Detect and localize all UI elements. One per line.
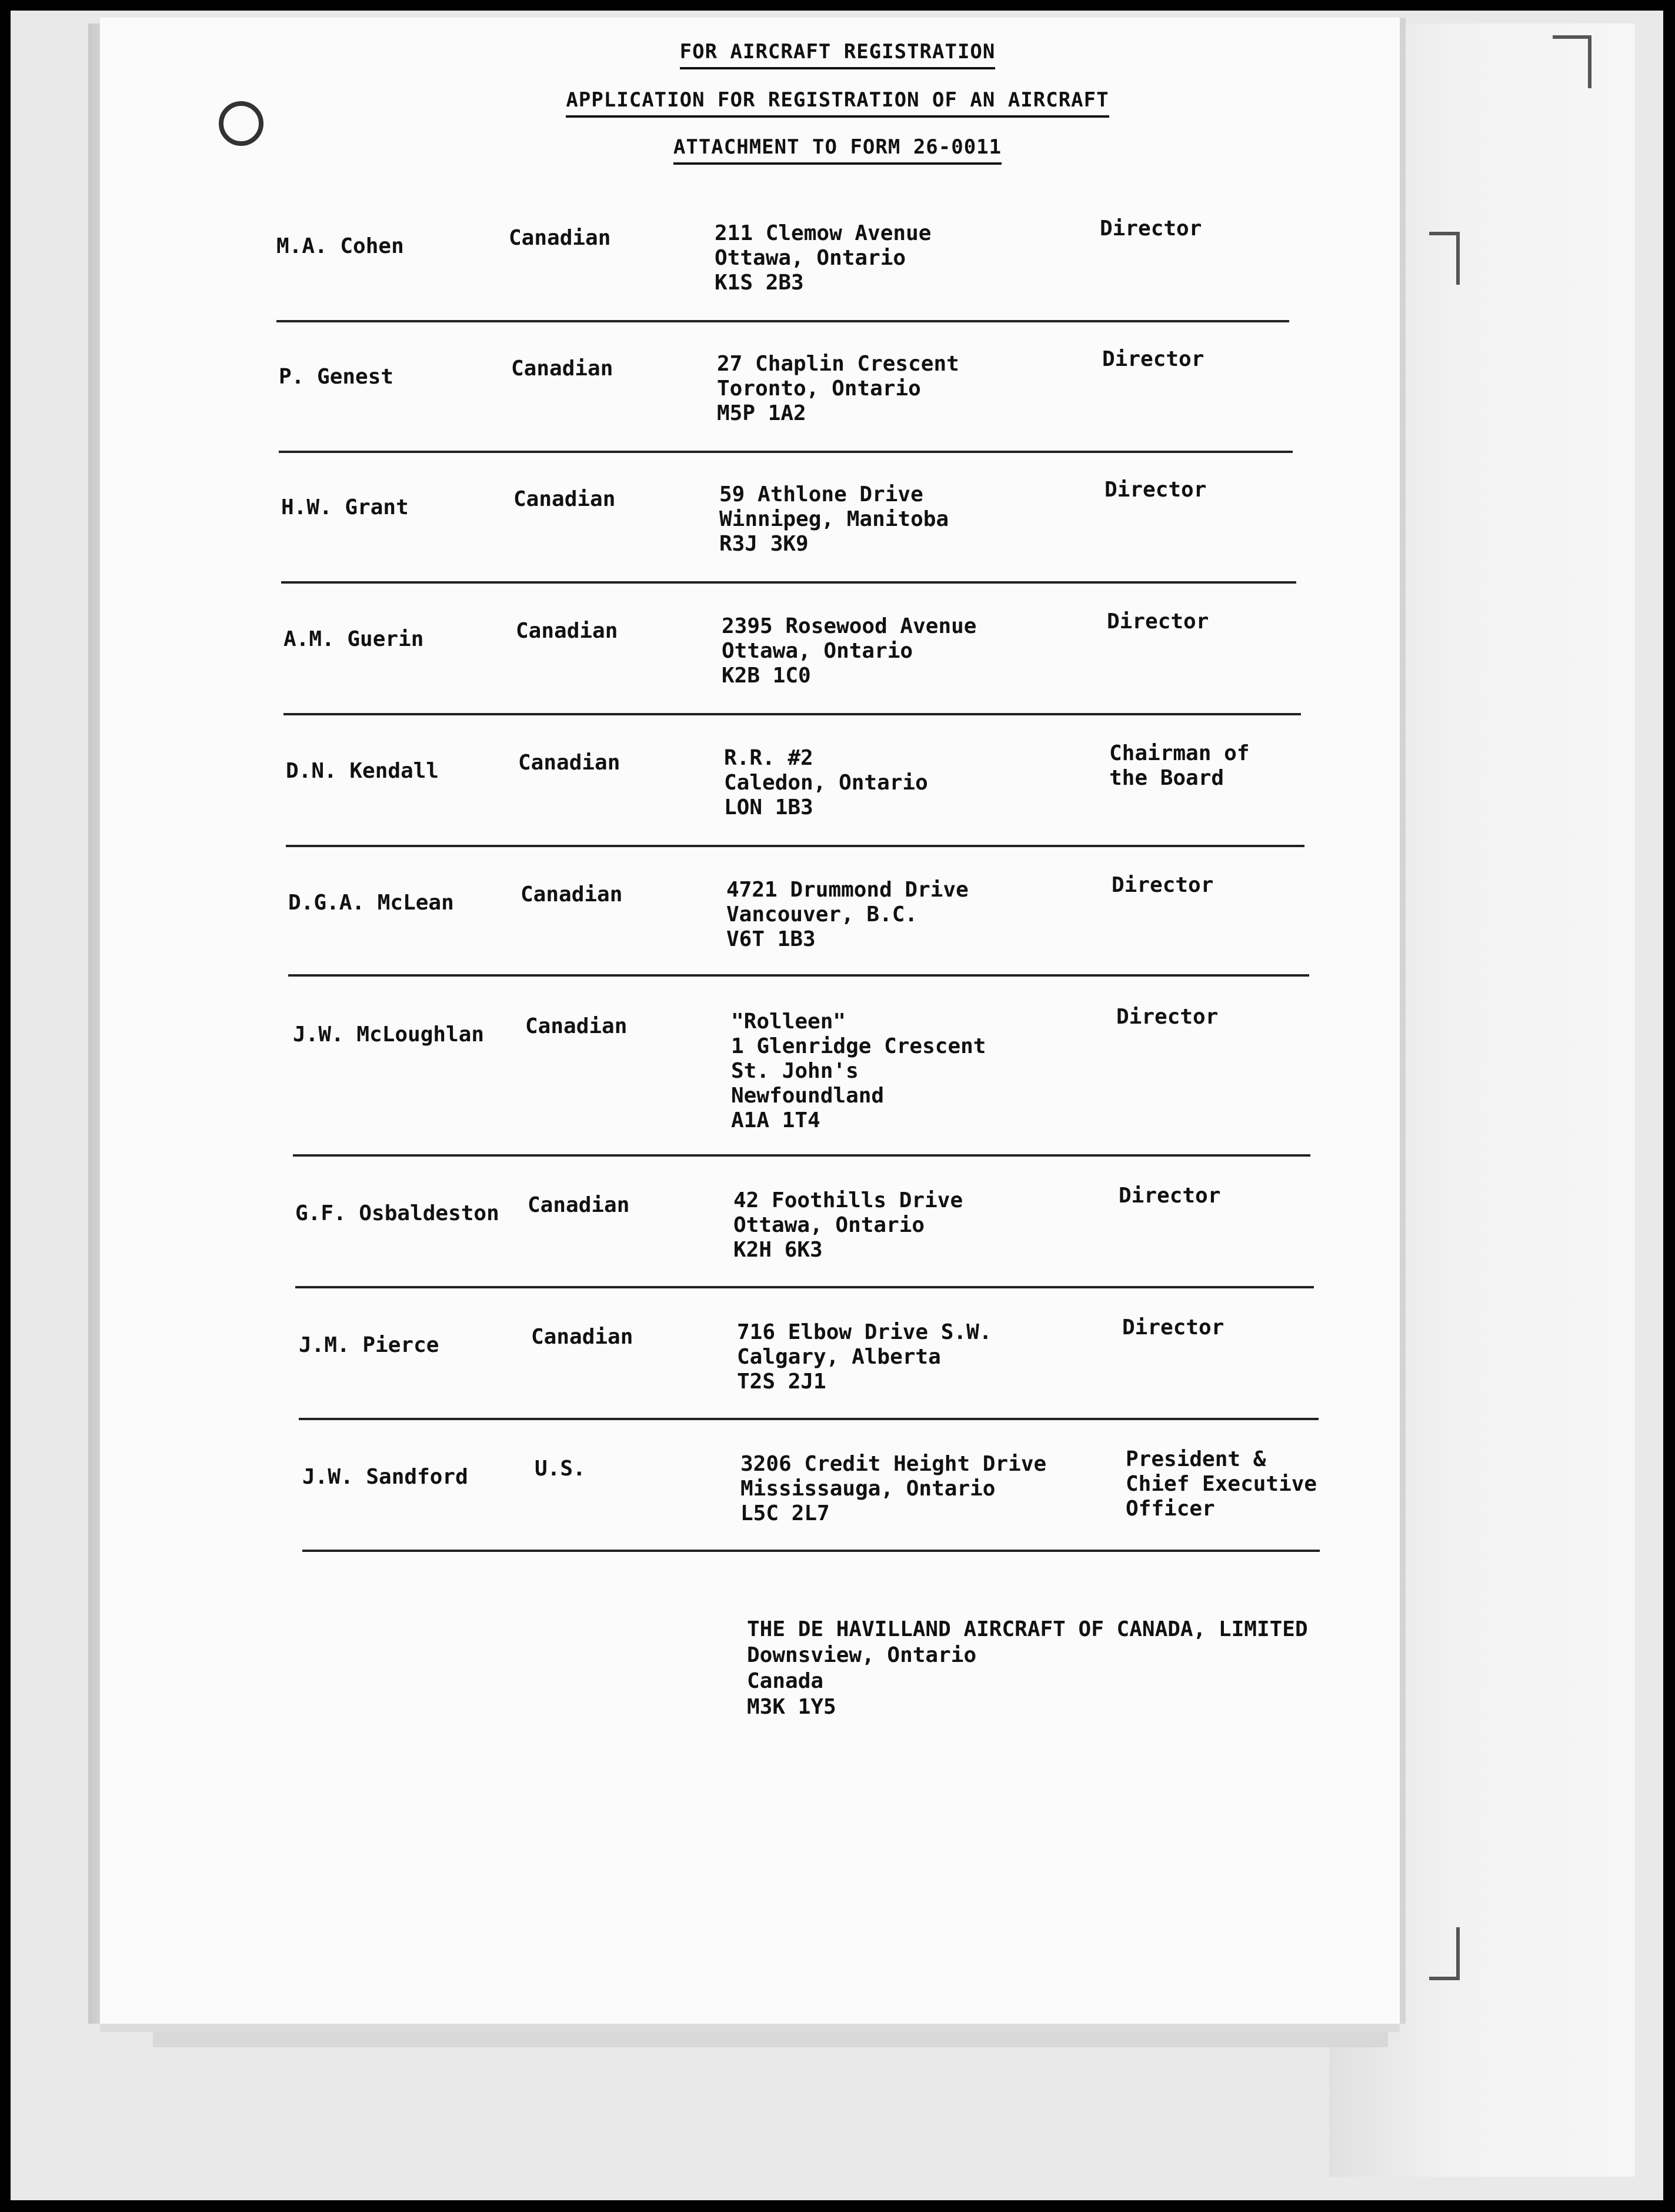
address-line: 27 Chaplin Crescent [717, 352, 959, 376]
address-line: St. John's [731, 1059, 859, 1083]
director-name: D.G.A. McLean [288, 891, 454, 915]
director-nationality: Canadian [513, 487, 616, 511]
director-title [1109, 741, 1249, 791]
director-title [1112, 873, 1213, 898]
row-divider [279, 451, 1293, 453]
address-line: 716 Elbow Drive S.W. [737, 1320, 992, 1344]
director-address [715, 221, 931, 295]
director-address [722, 614, 976, 688]
address-line: K2H 6K3 [733, 1238, 823, 1262]
director-address [724, 746, 928, 820]
director-address [737, 1320, 992, 1394]
address-line: 59 Athlone Drive [719, 482, 923, 507]
address-line: R3J 3K9 [719, 532, 809, 556]
director-title [1126, 1447, 1317, 1521]
director-name: P. Genest [279, 365, 394, 389]
address-line: 42 Foothills Drive [733, 1188, 963, 1212]
crop-mark-bottom [1456, 1927, 1460, 1980]
company-address-block [747, 1617, 1308, 1720]
director-name: M.A. Cohen [276, 234, 404, 258]
title-line: President & [1126, 1447, 1266, 1471]
director-name: D.N. Kendall [286, 759, 439, 783]
director-nationality: Canadian [511, 357, 613, 381]
director-nationality: Canadian [518, 751, 620, 775]
director-nationality: Canadian [531, 1325, 633, 1349]
address-line: K2B 1C0 [722, 664, 811, 688]
row-divider [283, 713, 1301, 715]
address-line: Mississauga, Ontario [740, 1477, 996, 1501]
crop-mark-top-right-h [1553, 35, 1591, 39]
director-name: J.W. McLoughlan [293, 1022, 485, 1047]
row-divider [288, 974, 1309, 977]
row-divider [276, 320, 1289, 322]
header-line-2: APPLICATION FOR REGISTRATION OF AN AIRCRAFT [0, 88, 1675, 112]
director-nationality: Canadian [528, 1193, 630, 1217]
address-line: M5P 1A2 [717, 401, 806, 425]
title-line: Director [1107, 609, 1209, 634]
row-divider [295, 1286, 1314, 1288]
address-line: R.R. #2 [724, 746, 813, 770]
director-nationality: Canadian [516, 619, 618, 643]
company-name: THE DE HAVILLAND AIRCRAFT OF CANADA, LIMITED [747, 1617, 1308, 1641]
row-divider [286, 845, 1304, 847]
title-line: Chief Executive [1126, 1472, 1317, 1496]
title-line: Director [1112, 873, 1214, 897]
director-name: J.M. Pierce [299, 1333, 439, 1357]
director-nationality: Canadian [520, 882, 623, 907]
address-line: Ottawa, Ontario [722, 639, 913, 663]
address-line: 4721 Drummond Drive [726, 878, 969, 902]
director-title [1102, 347, 1204, 372]
director-name: J.W. Sandford [302, 1465, 468, 1489]
director-nationality: Canadian [509, 226, 611, 250]
director-nationality: U.S. [535, 1457, 586, 1481]
address-line: Vancouver, B.C. [726, 902, 918, 927]
director-title [1105, 478, 1206, 502]
crop-mark-mid-h [1429, 232, 1460, 235]
page-bottom-edge [153, 2024, 1388, 2047]
title-line: Officer [1126, 1497, 1215, 1521]
header-line-3: ATTACHMENT TO FORM 26-0011 [0, 135, 1675, 159]
title-line: the Board [1109, 766, 1224, 790]
address-line: L5C 2L7 [740, 1501, 830, 1525]
director-name: H.W. Grant [281, 495, 409, 519]
director-title [1119, 1184, 1220, 1208]
director-name: G.F. Osbaldeston [295, 1201, 499, 1225]
director-title [1107, 609, 1209, 634]
title-line: Director [1116, 1005, 1219, 1029]
title-line: Chairman of [1109, 741, 1250, 765]
company-country: Canada [747, 1669, 824, 1693]
row-divider [293, 1154, 1310, 1157]
title-line: Director [1119, 1184, 1221, 1208]
address-line: T2S 2J1 [737, 1370, 826, 1394]
director-address [717, 352, 959, 426]
header-line-1: FOR AIRCRAFT REGISTRATION [0, 40, 1675, 64]
director-address [733, 1188, 963, 1262]
company-postal: M3K 1Y5 [747, 1695, 836, 1719]
title-line: Director [1122, 1315, 1224, 1340]
title-line: Director [1100, 216, 1202, 241]
address-line: Toronto, Ontario [717, 377, 921, 401]
director-address [719, 482, 949, 557]
director-address [726, 878, 969, 952]
address-line: Ottawa, Ontario [733, 1213, 925, 1237]
address-line: K1S 2B3 [715, 271, 804, 295]
director-name: A.M. Guerin [283, 627, 424, 651]
crop-mark-mid [1456, 232, 1460, 285]
address-line: "Rolleen" [731, 1010, 846, 1034]
row-divider [302, 1550, 1320, 1552]
director-address [731, 1010, 986, 1133]
director-title [1116, 1005, 1218, 1030]
title-line: Director [1102, 347, 1204, 371]
address-line: Ottawa, Ontario [715, 246, 906, 270]
address-line: LON 1B3 [724, 795, 813, 819]
address-line: Caledon, Ontario [724, 771, 928, 795]
address-line: 2395 Rosewood Avenue [722, 614, 977, 638]
address-line: 1 Glenridge Crescent [731, 1034, 986, 1058]
company-city: Downsview, Ontario [747, 1643, 977, 1667]
address-line: V6T 1B3 [726, 927, 816, 951]
director-address [740, 1452, 1046, 1526]
address-line: A1A 1T4 [731, 1108, 820, 1132]
row-divider [281, 581, 1296, 584]
director-title [1100, 216, 1202, 241]
title-line: Director [1105, 478, 1207, 502]
address-line: Calgary, Alberta [737, 1345, 941, 1369]
address-line: Winnipeg, Manitoba [719, 507, 949, 531]
crop-mark-bottom-h [1429, 1977, 1460, 1980]
director-nationality: Canadian [525, 1014, 628, 1038]
address-line: 3206 Credit Height Drive [740, 1452, 1047, 1476]
director-title [1122, 1315, 1224, 1340]
row-divider [299, 1418, 1319, 1420]
address-line: 211 Clemow Avenue [715, 221, 932, 245]
address-line: Newfoundland [731, 1084, 885, 1108]
